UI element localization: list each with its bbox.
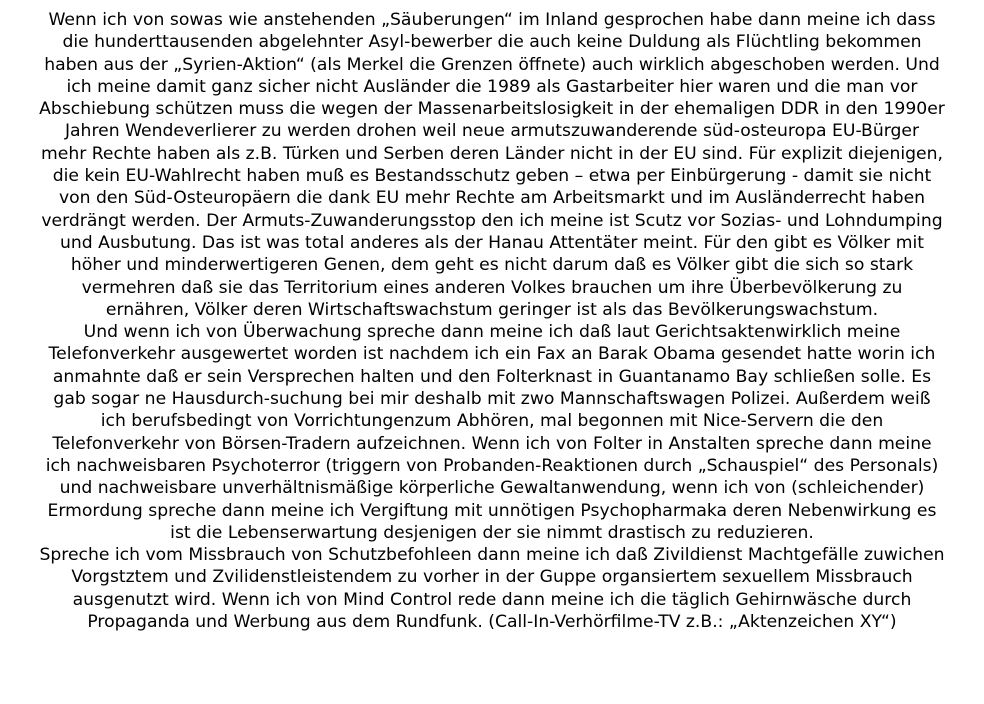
text-line: Propaganda und Werbung aus dem Rundfunk. (Call-In-Verhörfilme-TV z.B.: „Aktenzeichen XY“): [87, 612, 897, 633]
text-line: ausgenutzt wird. Wenn ich von Mind Control rede dann meine ich die täglich Gehirnwäsche durch: [72, 589, 912, 610]
text-line: höher und minderwertigeren Genen, dem geht es nicht darum daß es Völker gibt die sich so stark: [70, 255, 914, 276]
text-line: die hunderttausenden abgelehnter Asyl-bewerber die auch keine Duldung als Flüchtling bekommen: [62, 32, 922, 53]
text-line: haben aus der „Syrien-Aktion“ (als Merkel die Grenzen öffnete) auch wirklich abgeschoben werden. Und: [44, 54, 940, 75]
text-line: Wenn ich von sowas wie anstehenden „Säuberungen“ im Inland gesprochen habe dann meine ich dass: [48, 10, 936, 30]
text-line: verdrängt werden. Der Armuts-Zuwanderungsstop den ich meine ist Scutz vor Sozias- und Lohndumping: [41, 210, 943, 231]
text-line: ich berufsbedingt von Vorrichtungenzum Abhören, mal begonnen mit Nice-Servern die den: [100, 411, 884, 432]
text-line: Jahren Wendeverlierer zu werden drohen weil neue armutszuwanderende süd-osteuropa EU-Bürger: [64, 121, 920, 142]
document-text-block: [6, 9, 978, 633]
text-line: ist die Lebenserwartung desjenigen der sie nimmt drastisch zu reduzieren.: [170, 522, 814, 543]
text-line: und Ausbutung. Das ist was total anderes als der Hanau Attentäter meint. Für den gibt es Völker mit: [60, 232, 924, 253]
text-line: Telefonverkehr ausgewertet worden ist nachdem ich ein Fax an Barak Obama gesendet hatte worin ich: [48, 344, 936, 365]
text-line: gab sogar ne Hausdurch-suchung bei mir deshalb mit zwo Mannschaftswagen Polizei. Außerdem weiß: [53, 389, 931, 410]
text-line: Vorgstztem und Zvilidenstleistendem zu vorher in der Guppe organsiertem sexuellem Missbrauch: [71, 567, 913, 588]
text-line: von den Süd-Osteuropäern die dank EU mehr Rechte am Arbeitsmarkt und im Ausländerrecht haben: [58, 188, 926, 209]
text-line: Abschiebung schützen muss die wegen der Massenarbeitslosigkeit in der ehemaligen DDR in den 1990er: [39, 99, 945, 120]
text-line: die kein EU-Wahlrecht haben muß es Bestandsschutz geben – etwa per Einbürgerung - damit sie nicht: [52, 166, 932, 187]
text-line: ernähren, Völker deren Wirtschaftswachstum geringer ist als das Bevölkerungswachstum.: [105, 299, 879, 320]
text-line: mehr Rechte haben als z.B. Türken und Serben deren Länder nicht in der EU sind. Für explizit diejenigen,: [41, 143, 943, 164]
text-line: Telefonverkehr von Börsen-Tradern aufzeichnen. Wenn ich von Folter in Anstalten spreche dann meine: [52, 433, 932, 454]
text-line: ich meine damit ganz sicher nicht Ausländer die 1989 als Gastarbeiter hier waren und die man vor: [66, 76, 918, 97]
text-line: ich nachweisbaren Psychoterror (triggern von Probanden-Reaktionen durch „Schauspiel“ des Personals): [45, 455, 939, 476]
text-line: und nachweisbare unverhältnismäßige körperliche Gewaltanwendung, wenn ich von (schleichender): [59, 478, 925, 499]
text-line: Und wenn ich von Überwachung spreche dann meine ich daß laut Gerichtsaktenwirklich meine: [83, 322, 901, 343]
text-line: Ermordung spreche dann meine ich Vergiftung mit unnötigen Psychopharmaka deren Nebenwirkung es: [47, 500, 937, 521]
text-line: Spreche ich vom Missbrauch von Schutzbefohleen dann meine ich daß Zivildienst Machtgefälle zuwichen: [39, 545, 945, 566]
text-line: anmahnte daß er sein Versprechen halten und den Folterknast in Guantanamo Bay schließen solle. Es: [52, 366, 932, 387]
text-line: vermehren daß sie das Territorium eines anderen Volkes brauchen um ihre Überbevölkerung zu: [81, 277, 903, 298]
